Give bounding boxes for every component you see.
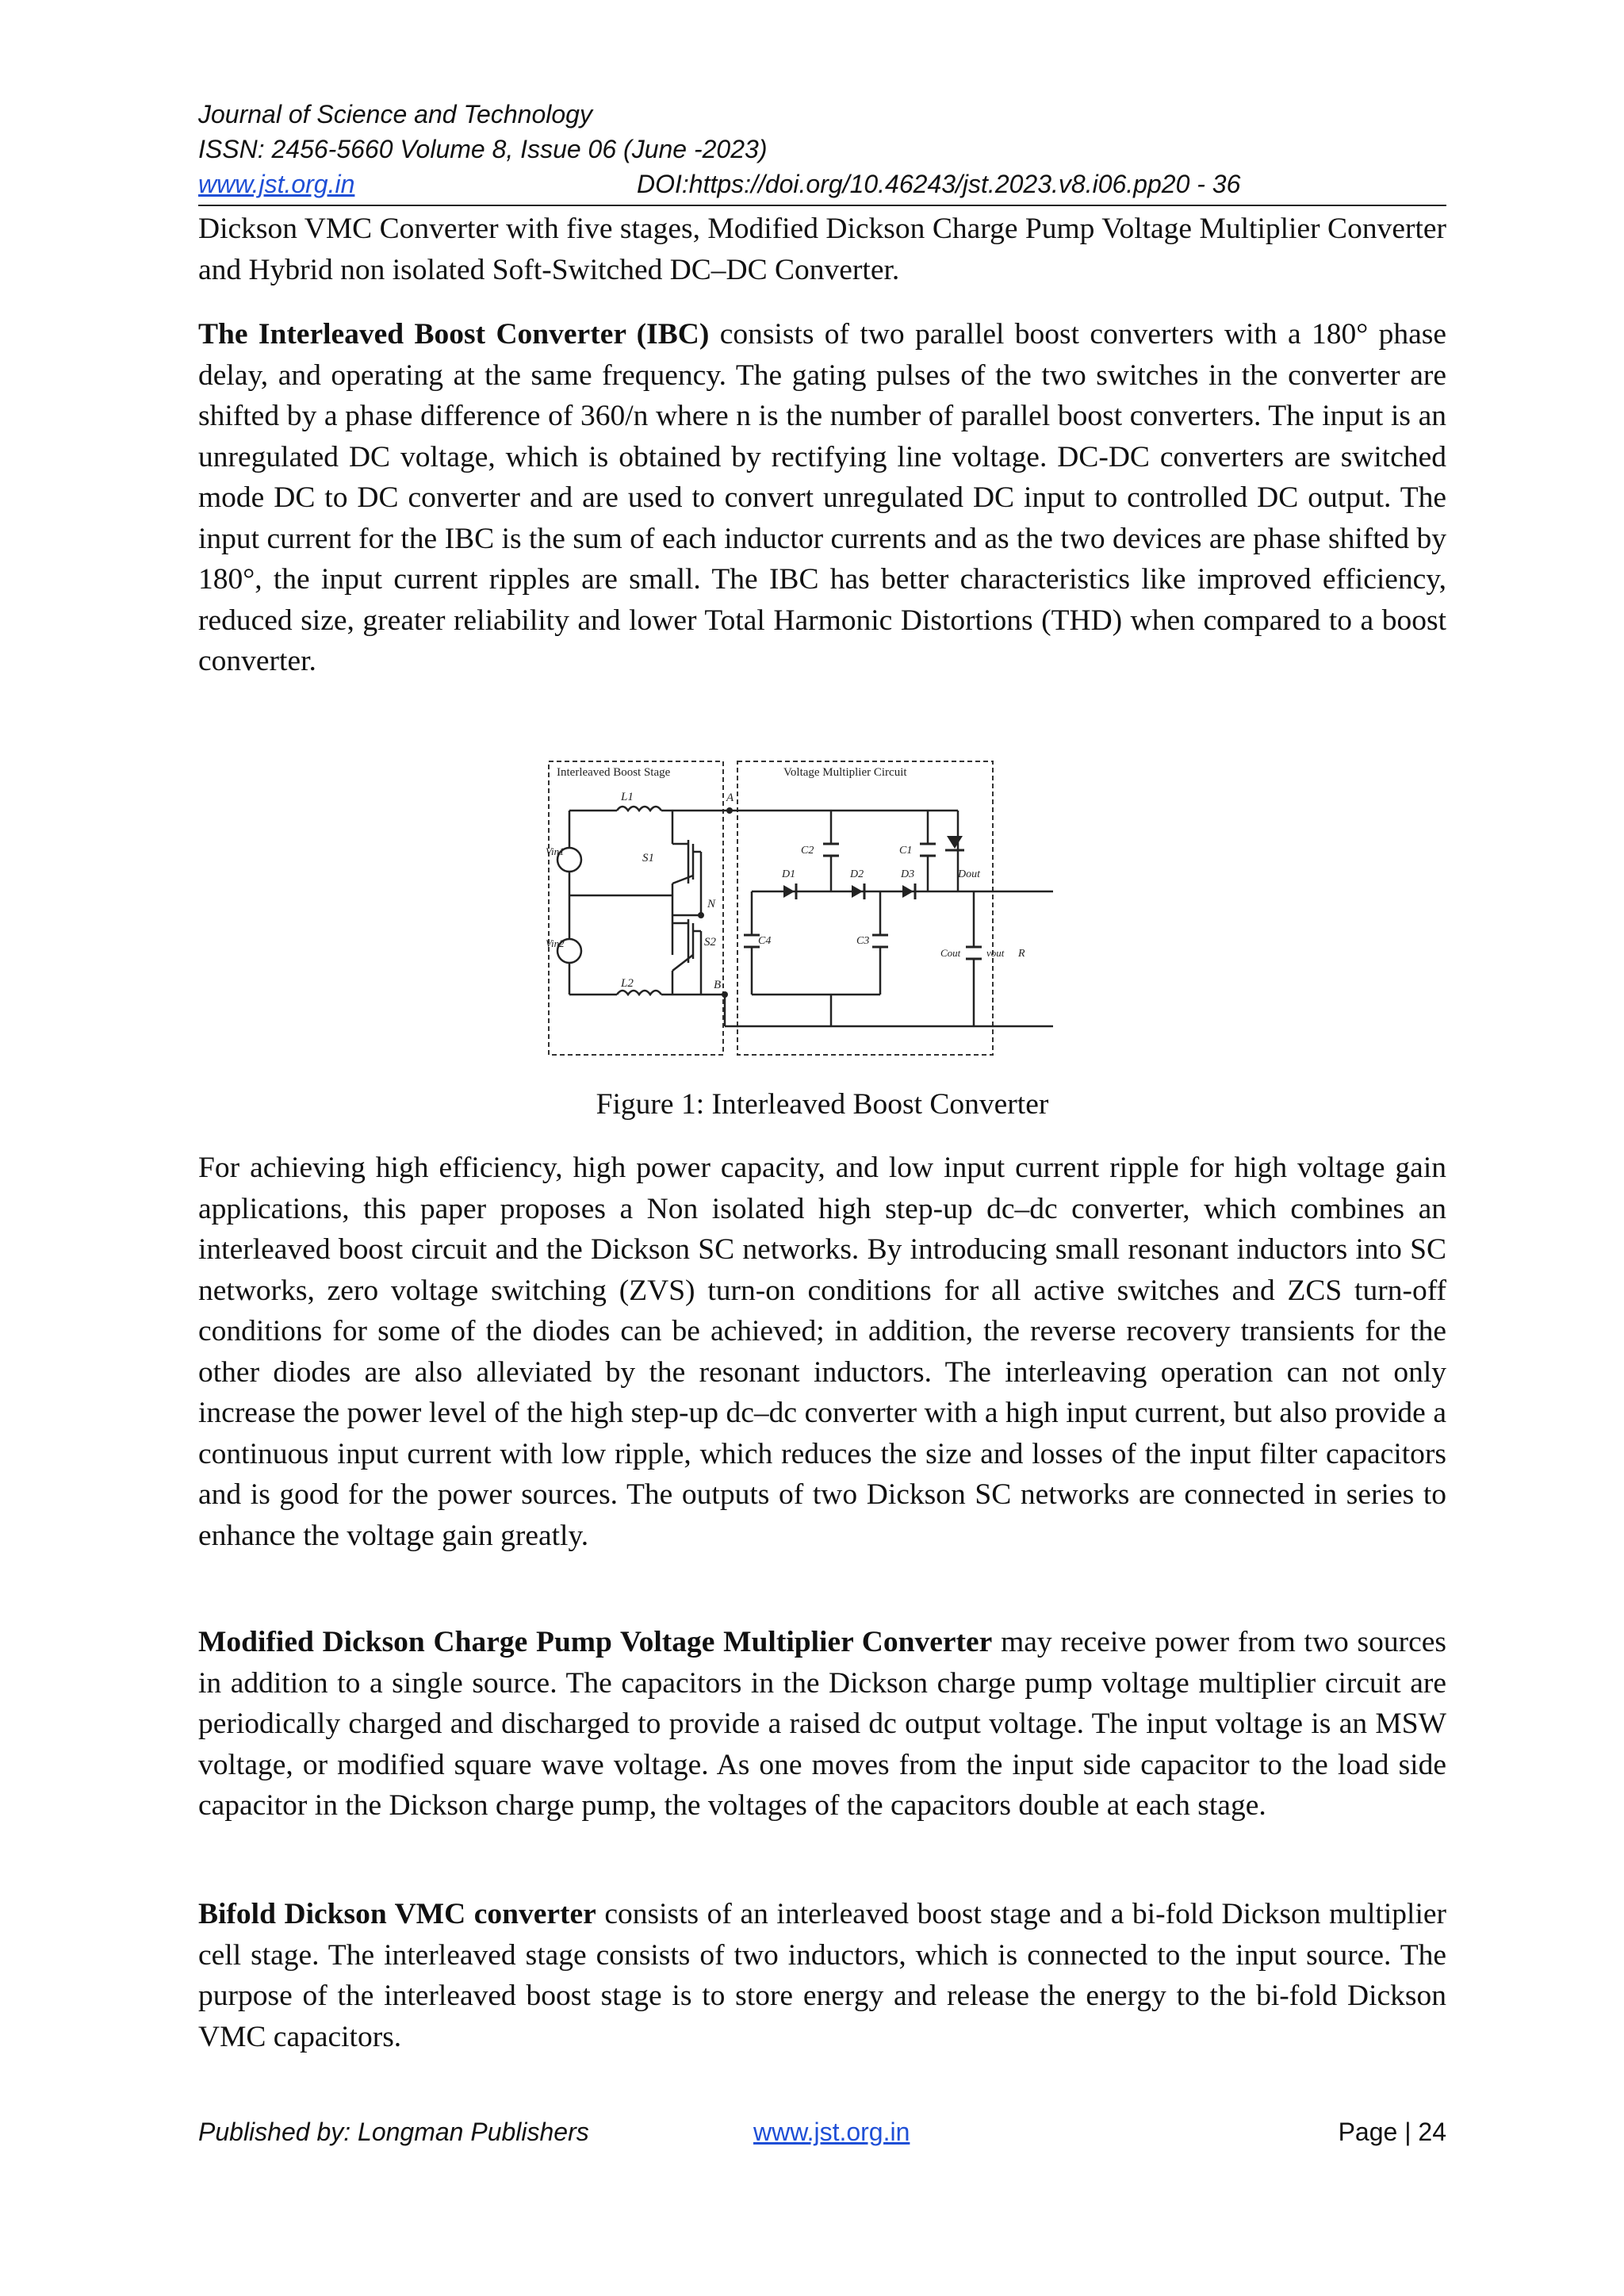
figure-caption: Figure 1: Interleaved Boost Converter bbox=[596, 1088, 1049, 1121]
label-b: B bbox=[714, 979, 722, 991]
paragraph-bifold-heading: Bifold Dickson VMC converter bbox=[198, 1898, 596, 1930]
label-c3: C3 bbox=[856, 935, 870, 947]
boost-stage-box bbox=[549, 761, 723, 1055]
label-a: A bbox=[726, 792, 734, 804]
multiplier-wiring bbox=[725, 811, 1053, 1026]
label-r: R bbox=[1018, 948, 1025, 960]
header-website-link[interactable]: www.jst.org.in bbox=[198, 170, 355, 198]
label-s1: S1 bbox=[642, 852, 654, 864]
label-c2: C2 bbox=[801, 845, 814, 857]
multiplier-box bbox=[737, 761, 993, 1055]
paragraph-ibc bbox=[198, 314, 1446, 682]
paragraph-ibc-heading: The Interleaved Boost Converter (IBC) bbox=[198, 318, 710, 351]
label-c4: C4 bbox=[758, 935, 772, 947]
label-d2: D2 bbox=[850, 868, 864, 880]
footer-publisher: Published by: Longman Publishers bbox=[198, 2118, 589, 2146]
header-rule bbox=[198, 205, 1446, 206]
label-d3: D3 bbox=[901, 868, 915, 880]
paragraph-bifold bbox=[198, 1894, 1446, 2057]
label-l1: L1 bbox=[621, 791, 634, 803]
paragraph-dickson-charge-pump bbox=[198, 1622, 1446, 1826]
circuit-figure bbox=[546, 757, 1025, 1061]
label-dout: Dout bbox=[958, 868, 980, 880]
label-vout: vout bbox=[986, 947, 1005, 959]
switch-s2-icon bbox=[672, 919, 701, 995]
doi-text: DOI:https://doi.org/10.46243/jst.2023.v8.i06.pp20 - 36 bbox=[637, 170, 1241, 198]
boost-wiring bbox=[569, 807, 730, 995]
label-n: N bbox=[707, 898, 716, 910]
boost-stage-label: Interleaved Boost Stage bbox=[557, 766, 671, 779]
paragraph-dickson-heading: Modified Dickson Charge Pump Voltage Multiplier Converter bbox=[198, 1626, 993, 1658]
circuit-diagram bbox=[546, 757, 1025, 1061]
footer-page-number: Page | 24 bbox=[1338, 2118, 1446, 2146]
switch-s1-icon bbox=[672, 840, 701, 915]
footer-website-link[interactable]: www.jst.org.in bbox=[753, 2118, 910, 2146]
paragraph-dickson-text: may receive power from two sources in addition to a single source. The capacitors in the Dickson charge pump voltage multiplier circuit are periodically charged and discharged to provide a raised dc output voltage. The input voltage is an MSW voltage, or modified square wave voltage. As one moves from the input side capacitor to the load side capacitor in the Dickson charge pump, the voltages of the capacitors double at each stage. bbox=[198, 1626, 1446, 1822]
paragraph-proposal-text: For achieving high efficiency, high power capacity, and low input current ripple for high voltage gain applications, this paper proposes a Non isolated high step-up dc–dc converter, which combines an interleaved boost circuit and the Dickson SC networks. By introducing small resonant inductors into SC networks, zero voltage switching (ZVS) turn-on conditions for all active switches and ZCS turn-off conditions for some of the diodes can be achieved; in addition, the reverse recovery transients for the other diodes are also alleviated by the resonant inductors. The interleaving operation can not only increase the power level of the high step-up dc–dc converter with a high input current, but also provide a continuous input current with low ripple, which reduces the size and losses of the input filter capacitors and is good for the power sources. The outputs of two Dickson SC networks are connected in series to enhance the voltage gain greatly. bbox=[198, 1152, 1446, 1552]
multiplier-label: Voltage Multiplier Circuit bbox=[783, 766, 907, 779]
node-n-icon bbox=[698, 912, 704, 918]
paragraph-ibc-text: consists of two parallel boost converters with a 180° phase delay, and operating at the same frequency. The gating pulses of the two switches in the converter are shifted by a phase difference of 360/n where n is the number of parallel boost converters. The input is an unregulated DC voltage, which is obtained by rectifying line voltage. DC-DC converters are switched mode DC to DC converter and are used to convert unregulated DC input to controlled DC output. The input current for the IBC is the sum of each inductor currents and as the two devices are phase shifted by 180°, the input current ripples are small. The IBC has better characteristics like improved efficiency, reduced size, greater reliability and lower Total Harmonic Distortions (THD) when compared to a boost converter. bbox=[198, 318, 1446, 677]
label-cout: Cout bbox=[940, 947, 961, 959]
paragraph-bifold-text: consists of an interleaved boost stage and a bi-fold Dickson multiplier cell stage. The interleaved stage consists of two inductors, which is connected to the input source. The purpose of the interleaved boost stage is to store energy and release the energy to the bi-fold Dickson VMC capacitors. bbox=[198, 1898, 1446, 2053]
label-l2: L2 bbox=[621, 977, 634, 990]
label-vin2: Vin2 bbox=[546, 937, 565, 949]
paragraph-intro bbox=[198, 209, 1446, 290]
issn-line: ISSN: 2456-5660 Volume 8, Issue 06 (June -2023) bbox=[198, 135, 768, 163]
paragraph-intro-text: Dickson VMC Converter with five stages, Modified Dickson Charge Pump Voltage Multiplier Converter and Hybrid non isolated Soft-Switched DC–DC Converter. bbox=[198, 213, 1446, 286]
label-c1: C1 bbox=[899, 845, 913, 857]
label-d1: D1 bbox=[782, 868, 796, 880]
label-s2: S2 bbox=[704, 936, 716, 949]
header-links bbox=[198, 168, 1446, 200]
label-vin1: Vin1 bbox=[546, 845, 565, 857]
paragraph-proposal bbox=[198, 1148, 1446, 1556]
journal-title: Journal of Science and Technology bbox=[198, 100, 592, 128]
